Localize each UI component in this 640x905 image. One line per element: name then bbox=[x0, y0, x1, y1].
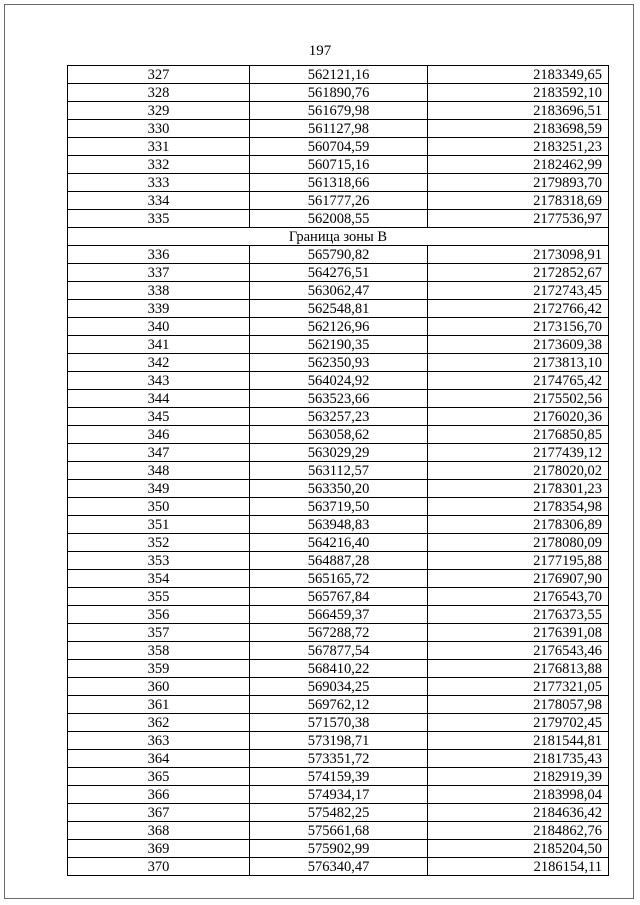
y-coordinate-cell: 2178020,02 bbox=[428, 462, 609, 480]
x-coordinate-cell: 569762,12 bbox=[250, 696, 428, 714]
y-coordinate-cell: 2181735,43 bbox=[428, 750, 609, 768]
x-coordinate-cell: 571570,38 bbox=[250, 714, 428, 732]
y-coordinate-cell: 2183696,51 bbox=[428, 102, 609, 120]
table-row bbox=[68, 606, 609, 624]
table-row bbox=[68, 462, 609, 480]
y-coordinate-cell: 2177536,97 bbox=[428, 210, 609, 228]
table-row bbox=[68, 588, 609, 606]
y-coordinate-cell: 2182919,39 bbox=[428, 768, 609, 786]
table-row bbox=[68, 498, 609, 516]
point-number-cell: 338 bbox=[68, 282, 250, 300]
point-number-cell: 339 bbox=[68, 300, 250, 318]
table-row bbox=[68, 120, 609, 138]
table-row bbox=[68, 696, 609, 714]
x-coordinate-cell: 563719,50 bbox=[250, 498, 428, 516]
y-coordinate-cell: 2186154,11 bbox=[428, 858, 609, 876]
table-row bbox=[68, 642, 609, 660]
y-coordinate-cell: 2183698,59 bbox=[428, 120, 609, 138]
x-coordinate-cell: 573351,72 bbox=[250, 750, 428, 768]
table-row bbox=[68, 66, 609, 84]
x-coordinate-cell: 561777,26 bbox=[250, 192, 428, 210]
x-coordinate-cell: 565767,84 bbox=[250, 588, 428, 606]
table-row bbox=[68, 768, 609, 786]
table-row bbox=[68, 444, 609, 462]
y-coordinate-cell: 2176813,88 bbox=[428, 660, 609, 678]
x-coordinate-cell: 574934,17 bbox=[250, 786, 428, 804]
point-number-cell: 335 bbox=[68, 210, 250, 228]
point-number-cell: 327 bbox=[68, 66, 250, 84]
y-coordinate-cell: 2172766,42 bbox=[428, 300, 609, 318]
point-number-cell: 343 bbox=[68, 372, 250, 390]
y-coordinate-cell: 2183592,10 bbox=[428, 84, 609, 102]
table-row bbox=[68, 84, 609, 102]
table-row bbox=[68, 372, 609, 390]
x-coordinate-cell: 565165,72 bbox=[250, 570, 428, 588]
table-row bbox=[68, 480, 609, 498]
point-number-cell: 353 bbox=[68, 552, 250, 570]
section-title: Граница зоны В bbox=[68, 228, 609, 246]
x-coordinate-cell: 563058,62 bbox=[250, 426, 428, 444]
point-number-cell: 332 bbox=[68, 156, 250, 174]
point-number-cell: 347 bbox=[68, 444, 250, 462]
x-coordinate-cell: 574159,39 bbox=[250, 768, 428, 786]
y-coordinate-cell: 2183251,23 bbox=[428, 138, 609, 156]
y-coordinate-cell: 2183349,65 bbox=[428, 66, 609, 84]
y-coordinate-cell: 2176020,36 bbox=[428, 408, 609, 426]
point-number-cell: 363 bbox=[68, 732, 250, 750]
x-coordinate-cell: 567288,72 bbox=[250, 624, 428, 642]
point-number-cell: 336 bbox=[68, 246, 250, 264]
table-row bbox=[68, 174, 609, 192]
point-number-cell: 370 bbox=[68, 858, 250, 876]
table-row bbox=[68, 786, 609, 804]
point-number-cell: 342 bbox=[68, 354, 250, 372]
x-coordinate-cell: 561127,98 bbox=[250, 120, 428, 138]
x-coordinate-cell: 563948,83 bbox=[250, 516, 428, 534]
table-row bbox=[68, 732, 609, 750]
table-row bbox=[68, 660, 609, 678]
x-coordinate-cell: 560704,59 bbox=[250, 138, 428, 156]
point-number-cell: 351 bbox=[68, 516, 250, 534]
y-coordinate-cell: 2178057,98 bbox=[428, 696, 609, 714]
y-coordinate-cell: 2175502,56 bbox=[428, 390, 609, 408]
x-coordinate-cell: 562121,16 bbox=[250, 66, 428, 84]
x-coordinate-cell: 564276,51 bbox=[250, 264, 428, 282]
y-coordinate-cell: 2173813,10 bbox=[428, 354, 609, 372]
point-number-cell: 349 bbox=[68, 480, 250, 498]
coordinates-table-body bbox=[68, 66, 609, 876]
point-number-cell: 333 bbox=[68, 174, 250, 192]
table-row bbox=[68, 534, 609, 552]
point-number-cell: 329 bbox=[68, 102, 250, 120]
x-coordinate-cell: 565790,82 bbox=[250, 246, 428, 264]
x-coordinate-cell: 563257,23 bbox=[250, 408, 428, 426]
x-coordinate-cell: 561890,76 bbox=[250, 84, 428, 102]
y-coordinate-cell: 2178080,09 bbox=[428, 534, 609, 552]
point-number-cell: 361 bbox=[68, 696, 250, 714]
point-number-cell: 367 bbox=[68, 804, 250, 822]
y-coordinate-cell: 2172852,67 bbox=[428, 264, 609, 282]
point-number-cell: 359 bbox=[68, 660, 250, 678]
y-coordinate-cell: 2178318,69 bbox=[428, 192, 609, 210]
table-row bbox=[68, 822, 609, 840]
table-row bbox=[68, 804, 609, 822]
point-number-cell: 330 bbox=[68, 120, 250, 138]
x-coordinate-cell: 563523,66 bbox=[250, 390, 428, 408]
y-coordinate-cell: 2176373,55 bbox=[428, 606, 609, 624]
section-header-row bbox=[68, 228, 609, 246]
table-row bbox=[68, 192, 609, 210]
table-row bbox=[68, 138, 609, 156]
point-number-cell: 362 bbox=[68, 714, 250, 732]
x-coordinate-cell: 560715,16 bbox=[250, 156, 428, 174]
y-coordinate-cell: 2172743,45 bbox=[428, 282, 609, 300]
point-number-cell: 334 bbox=[68, 192, 250, 210]
x-coordinate-cell: 563062,47 bbox=[250, 282, 428, 300]
point-number-cell: 331 bbox=[68, 138, 250, 156]
table-row bbox=[68, 570, 609, 588]
table-row bbox=[68, 282, 609, 300]
y-coordinate-cell: 2177195,88 bbox=[428, 552, 609, 570]
point-number-cell: 355 bbox=[68, 588, 250, 606]
x-coordinate-cell: 564887,28 bbox=[250, 552, 428, 570]
y-coordinate-cell: 2181544,81 bbox=[428, 732, 609, 750]
y-coordinate-cell: 2178301,23 bbox=[428, 480, 609, 498]
table-row bbox=[68, 426, 609, 444]
point-number-cell: 364 bbox=[68, 750, 250, 768]
point-number-cell: 360 bbox=[68, 678, 250, 696]
y-coordinate-cell: 2176543,70 bbox=[428, 588, 609, 606]
x-coordinate-cell: 575661,68 bbox=[250, 822, 428, 840]
x-coordinate-cell: 569034,25 bbox=[250, 678, 428, 696]
x-coordinate-cell: 562190,35 bbox=[250, 336, 428, 354]
point-number-cell: 344 bbox=[68, 390, 250, 408]
table-row bbox=[68, 408, 609, 426]
x-coordinate-cell: 561679,98 bbox=[250, 102, 428, 120]
y-coordinate-cell: 2184636,42 bbox=[428, 804, 609, 822]
point-number-cell: 350 bbox=[68, 498, 250, 516]
table-row bbox=[68, 336, 609, 354]
x-coordinate-cell: 562008,55 bbox=[250, 210, 428, 228]
y-coordinate-cell: 2185204,50 bbox=[428, 840, 609, 858]
y-coordinate-cell: 2176543,46 bbox=[428, 642, 609, 660]
point-number-cell: 352 bbox=[68, 534, 250, 552]
point-number-cell: 365 bbox=[68, 768, 250, 786]
table-row bbox=[68, 858, 609, 876]
point-number-cell: 356 bbox=[68, 606, 250, 624]
table-row bbox=[68, 678, 609, 696]
y-coordinate-cell: 2173098,91 bbox=[428, 246, 609, 264]
x-coordinate-cell: 564216,40 bbox=[250, 534, 428, 552]
y-coordinate-cell: 2176850,85 bbox=[428, 426, 609, 444]
point-number-cell: 368 bbox=[68, 822, 250, 840]
y-coordinate-cell: 2174765,42 bbox=[428, 372, 609, 390]
y-coordinate-cell: 2177439,12 bbox=[428, 444, 609, 462]
table-row bbox=[68, 390, 609, 408]
table-row bbox=[68, 516, 609, 534]
y-coordinate-cell: 2179893,70 bbox=[428, 174, 609, 192]
y-coordinate-cell: 2173609,38 bbox=[428, 336, 609, 354]
x-coordinate-cell: 563112,57 bbox=[250, 462, 428, 480]
x-coordinate-cell: 568410,22 bbox=[250, 660, 428, 678]
x-coordinate-cell: 563350,20 bbox=[250, 480, 428, 498]
point-number-cell: 346 bbox=[68, 426, 250, 444]
y-coordinate-cell: 2178306,89 bbox=[428, 516, 609, 534]
x-coordinate-cell: 576340,47 bbox=[250, 858, 428, 876]
x-coordinate-cell: 575482,25 bbox=[250, 804, 428, 822]
table-row bbox=[68, 246, 609, 264]
coordinates-table bbox=[67, 65, 609, 876]
table-row bbox=[68, 354, 609, 372]
table-row bbox=[68, 840, 609, 858]
table-row bbox=[68, 714, 609, 732]
x-coordinate-cell: 563029,29 bbox=[250, 444, 428, 462]
x-coordinate-cell: 561318,66 bbox=[250, 174, 428, 192]
y-coordinate-cell: 2176907,90 bbox=[428, 570, 609, 588]
point-number-cell: 341 bbox=[68, 336, 250, 354]
table-row bbox=[68, 318, 609, 336]
y-coordinate-cell: 2182462,99 bbox=[428, 156, 609, 174]
y-coordinate-cell: 2176391,08 bbox=[428, 624, 609, 642]
table-row bbox=[68, 210, 609, 228]
y-coordinate-cell: 2177321,05 bbox=[428, 678, 609, 696]
table-row bbox=[68, 156, 609, 174]
x-coordinate-cell: 562126,96 bbox=[250, 318, 428, 336]
table-row bbox=[68, 750, 609, 768]
table-row bbox=[68, 102, 609, 120]
x-coordinate-cell: 562350,93 bbox=[250, 354, 428, 372]
x-coordinate-cell: 566459,37 bbox=[250, 606, 428, 624]
point-number-cell: 369 bbox=[68, 840, 250, 858]
point-number-cell: 337 bbox=[68, 264, 250, 282]
y-coordinate-cell: 2173156,70 bbox=[428, 318, 609, 336]
x-coordinate-cell: 567877,54 bbox=[250, 642, 428, 660]
x-coordinate-cell: 575902,99 bbox=[250, 840, 428, 858]
point-number-cell: 357 bbox=[68, 624, 250, 642]
table-row bbox=[68, 300, 609, 318]
point-number-cell: 340 bbox=[68, 318, 250, 336]
point-number-cell: 348 bbox=[68, 462, 250, 480]
table-row bbox=[68, 264, 609, 282]
point-number-cell: 358 bbox=[68, 642, 250, 660]
y-coordinate-cell: 2184862,76 bbox=[428, 822, 609, 840]
x-coordinate-cell: 573198,71 bbox=[250, 732, 428, 750]
y-coordinate-cell: 2178354,98 bbox=[428, 498, 609, 516]
point-number-cell: 354 bbox=[68, 570, 250, 588]
y-coordinate-cell: 2183998,04 bbox=[428, 786, 609, 804]
table-row bbox=[68, 552, 609, 570]
x-coordinate-cell: 564024,92 bbox=[250, 372, 428, 390]
table-row bbox=[68, 624, 609, 642]
y-coordinate-cell: 2179702,45 bbox=[428, 714, 609, 732]
x-coordinate-cell: 562548,81 bbox=[250, 300, 428, 318]
point-number-cell: 345 bbox=[68, 408, 250, 426]
point-number-cell: 328 bbox=[68, 84, 250, 102]
point-number-cell: 366 bbox=[68, 786, 250, 804]
page-number: 197 bbox=[308, 43, 332, 59]
